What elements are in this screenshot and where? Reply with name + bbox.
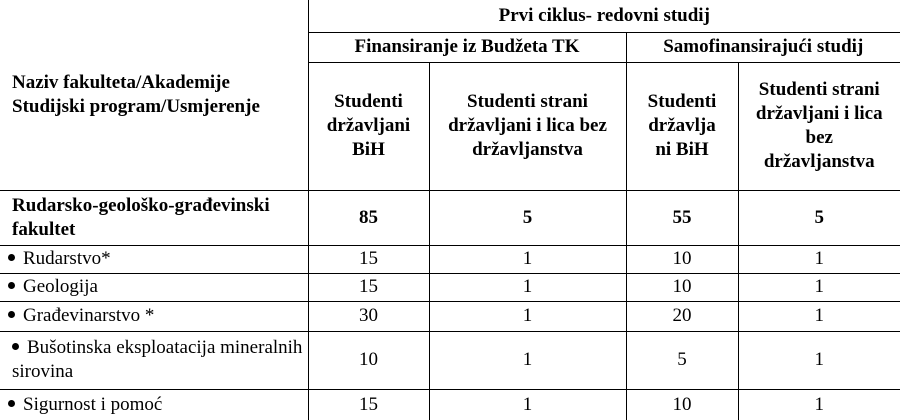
self-bih-cell: 10 [626, 245, 738, 273]
faculty-budget-bih: 85 [308, 190, 429, 245]
budget-bih-cell: 30 [308, 301, 429, 331]
column-header-cycle: Prvi ciklus- redovni studij [308, 0, 900, 32]
table-row [0, 273, 900, 301]
self-foreign-cell: 1 [738, 331, 900, 389]
program-cell [0, 273, 308, 301]
faculty-self-bih: 55 [626, 190, 738, 245]
program-cell [0, 331, 308, 389]
budget-bih-cell: 15 [308, 273, 429, 301]
budget-foreign-cell: 1 [429, 389, 626, 420]
column-header-self-foreign: Studenti strani državljani i lica bez državljanstva [738, 62, 900, 190]
program-cell [0, 301, 308, 331]
program-name: Rudarstvo* [23, 248, 111, 269]
self-bih-cell: 5 [626, 331, 738, 389]
table-row [0, 245, 900, 273]
header-row-cycle [0, 0, 900, 32]
budget-bih-cell: 10 [308, 331, 429, 389]
column-header-budget: Finansiranje iz Budžeta TK [308, 32, 626, 62]
budget-bih-cell: 15 [308, 245, 429, 273]
self-foreign-cell: 1 [814, 393, 824, 415]
budget-foreign-cell: 1 [429, 245, 626, 273]
program-name: Bušotinska eksploatacija mineralnih sirovina [12, 337, 303, 382]
column-header-budget-foreign: Studenti strani državljani i lica bez državljanstva [429, 62, 626, 190]
table-row [0, 301, 900, 331]
program-name: Građevinarstvo * [23, 305, 155, 326]
faculty-name: Rudarsko-geološko-građevinski fakultet [0, 190, 308, 245]
faculty-row [0, 190, 900, 245]
program-cell [0, 389, 308, 420]
bullet-icon [8, 282, 15, 289]
self-foreign-cell: 1 [738, 273, 900, 301]
program-cell [0, 245, 308, 273]
budget-foreign-cell: 1 [429, 301, 626, 331]
self-foreign-cell: 1 [738, 245, 900, 273]
bullet-icon [8, 311, 15, 318]
bullet-icon [12, 343, 19, 350]
table-row [0, 331, 900, 389]
budget-foreign-cell: 1 [429, 273, 626, 301]
bullet-icon [8, 254, 15, 261]
self-foreign-cell: 1 [738, 301, 900, 331]
column-header-self-financing: Samofinansirajući studij [626, 32, 900, 62]
bullet-icon [8, 400, 15, 407]
program-name: Sigurnost i pomoć [23, 393, 163, 415]
self-bih-cell: 10 [626, 389, 738, 420]
self-bih-cell: 20 [626, 301, 738, 331]
budget-foreign-cell: 1 [429, 331, 626, 389]
self-bih-cell: 10 [626, 273, 738, 301]
faculty-self-foreign: 5 [738, 190, 900, 245]
budget-bih-cell: 15 [308, 389, 429, 420]
faculty-budget-foreign: 5 [429, 190, 626, 245]
program-name: Geologija [23, 276, 98, 297]
column-header-self-bih: Studenti državlja ni BiH [626, 62, 738, 190]
table-row [0, 389, 900, 420]
column-header-name: Naziv fakulteta/Akademije Studijski program/Usmjerenje [0, 0, 308, 190]
column-header-budget-bih: Studenti državljani BiH [308, 62, 429, 190]
